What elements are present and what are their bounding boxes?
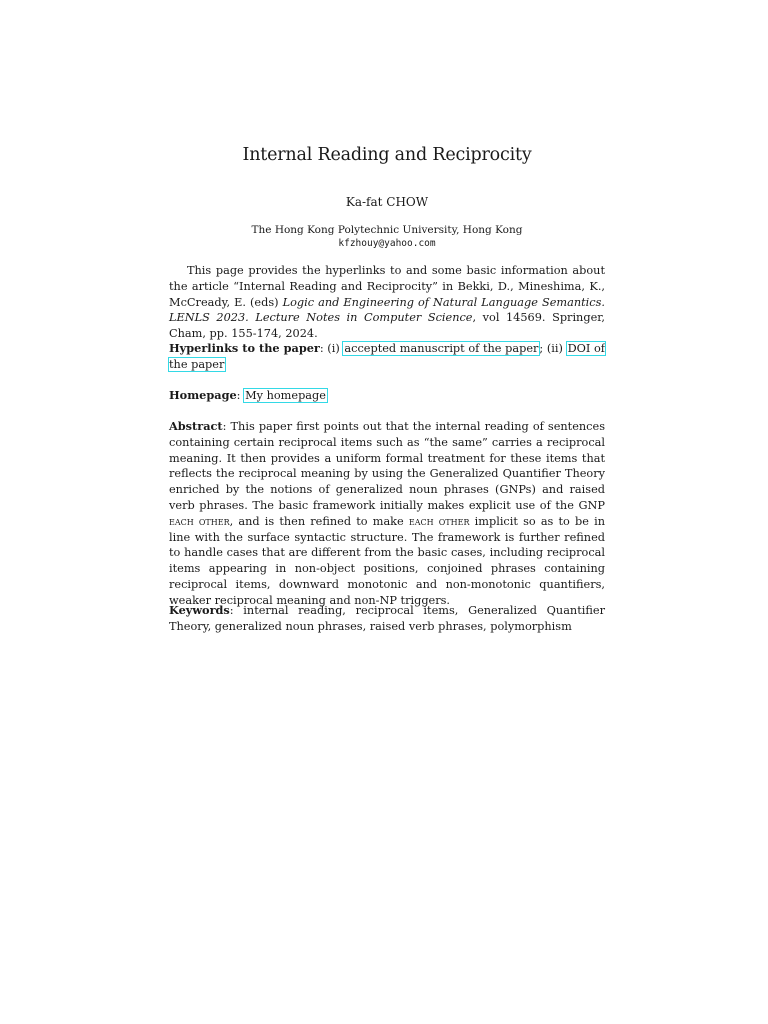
keywords-text: : internal reading, reciprocal items, Generalized Quantifier Theory, generalized noun phrases, raised verb phrases, polymorphism [169, 604, 605, 633]
homepage-link[interactable]: My homepage [245, 389, 326, 402]
author-name: Ka-fat CHOW [345, 195, 429, 209]
manuscript-link[interactable]: accepted manuscript of the paper [344, 342, 539, 355]
affiliation: The Hong Kong Polytechnic University, Hong Kong [251, 224, 523, 236]
abstract-text-2: , and is then refined to make [229, 514, 409, 528]
doi-link[interactable]: DOI of the paper [169, 342, 605, 371]
abstract-paragraph [169, 419, 605, 609]
hyperlinks-paragraph [169, 341, 605, 373]
abstract-smallcaps-1: each other [169, 514, 230, 528]
abstract-text-1: : This paper first points out that the internal reading of sentences containing certain reciprocal items such as “the same” carries a reciprocal meaning. It then provides a uniform formal treatment for these items that reflects the reciprocal meaning by using the Generalized Quantifier Theory enriched by the notions of generalized noun phrases (GNPs) and raised verb phrases. The basic framework initially makes explicit use of the GNP [169, 420, 605, 512]
hyperlinks-sep-2: ; (ii) [539, 342, 567, 355]
affiliation-block [169, 223, 605, 251]
abstract-label: Abstract [169, 419, 223, 433]
homepage-sep: : [236, 389, 245, 402]
keywords-label: Keywords [169, 603, 230, 617]
hyperlinks-sep-1: : (i) [319, 342, 344, 355]
homepage-label: Homepage [169, 388, 237, 402]
homepage-paragraph [169, 388, 605, 404]
book-title: Logic and Engineering of Natural Language Semantics. LENLS 2023. Lecture Notes in Computer Science [169, 295, 606, 325]
intro-text-2: , vol 14569. Springer, Cham, pp. 155-174, 2024. [169, 311, 606, 341]
author-email: kfzhouy@yahoo.com [338, 238, 436, 249]
abstract-text-3: implicit so as to be in line with the surface syntactic structure. The framework is further refined to handle cases that are different from the basic cases, including reciprocal items appearing in non-object positions, conjoined phrases containing reciprocal items, downward monotonic and non-monotonic quantifiers, weaker reciprocal meaning and non-NP triggers. [169, 514, 605, 607]
paper-title: Internal Reading and Reciprocity [242, 145, 532, 165]
intro-text-1: This page provides the hyperlinks to and some basic information about the article “Internal Reading and Reciprocity” in Bekki, D., Mineshima, K., McCready, E. (eds) [169, 264, 605, 309]
abstract-smallcaps-2: each other [408, 514, 470, 528]
hyperlinks-label: Hyperlinks to the paper [169, 341, 320, 355]
intro-paragraph [169, 263, 605, 342]
keywords-paragraph [169, 603, 605, 635]
